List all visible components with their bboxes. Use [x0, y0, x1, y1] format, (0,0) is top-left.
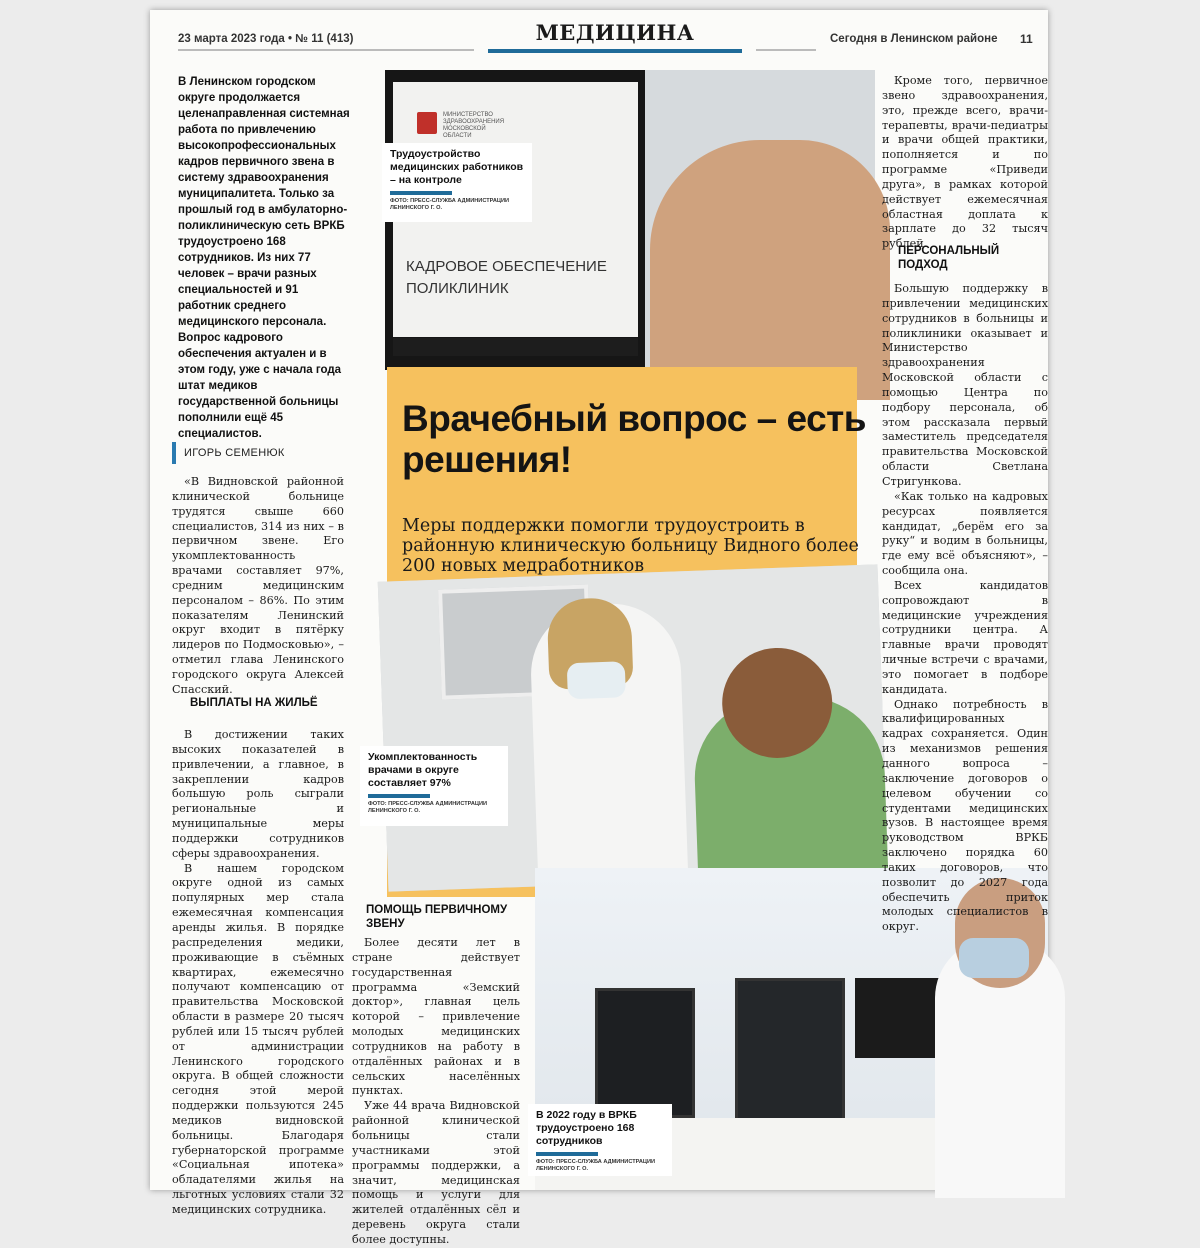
col3-intro: [882, 74, 1048, 252]
lead-paragraph: В Ленинском городском округе продолжается целенаправленная системная работа по привлечению высокопрофессиональных кадров первичного звена в систему здравоохранения муниципалитета. Только за прошлый год в амбулаторно-поликлиническую сеть ВРКБ трудоустроено 168 сотрудников. Из них 77 человек – врачи разных специальностей и 91 работник среднего медицинского персонала. Вопрос кадрового обеспечения актуален и в этом году, уже с начала года штат медиков государственной больницы пополнили ещё 45 специалистов.: [178, 76, 350, 440]
personal-paragraph-1: Большую поддержку в привлечении медицинских сотрудников в больницы и поликлиники оказывает и Министерство здравоохранения Московской области с помощью Центра по подбору персонала, об этом рассказала первый заместитель председателя правительства Московской области Светлана Стригункова.: [882, 282, 1048, 488]
section-title-bar: [488, 49, 742, 53]
caption-text: В 2022 году в ВРКБ трудоустроено 168 сотрудников: [536, 1109, 637, 1147]
primary-care-text: [352, 936, 520, 1248]
primary-care-paragraph-1: Более десяти лет в стране действует государственная программа «Земский доктор», главная цель которой – привлечение молодых медицинских сотрудников на работу в отдалённых районах и в сельских населённых пунктах.: [352, 936, 520, 1098]
headline: Врачебный вопрос – есть решения!: [402, 398, 867, 480]
caption-bar: [390, 191, 452, 195]
face-mask: [567, 661, 626, 699]
header-rule-left: [178, 49, 474, 51]
caption-text: Укомплектованность врачами в округе составляет 97%: [368, 751, 478, 789]
caption-bar: [368, 794, 430, 798]
subheading-housing: ВЫПЛАТЫ НА ЖИЛЬЁ: [190, 697, 318, 709]
header-rule-right: [756, 49, 816, 51]
photo-credit: ФОТО: ПРЕСС-СЛУЖБА АДМИНИСТРАЦИИ ЛЕНИНСКОГО Г. О.: [368, 801, 488, 814]
intro-paragraph: «В Видновской районной клинической больнице трудятся свыше 660 специалистов, 314 из них – в первичном звене. Его укомплектованность врачами составляет 97%, средним медицинским персоналом – 86%. По этим показателям Ленинский округ входит в пятёрку лидеров по Подмосковью», – отметил глава Ленинского городского округа Алексей Спасский.: [172, 475, 344, 696]
housing-text: [172, 728, 344, 1218]
caption-text: Трудоустройство медицинских работников – на контроле: [390, 148, 524, 186]
housing-paragraph-1: В достижении таких высоких показателей в привлечении, а главное, в закреплении кадров большую роль сыграли региональные и муниципальные меры поддержки сотрудников сферы здравоохранения.: [172, 728, 344, 860]
author-byline: ИГОРЬ СЕМЕНЮК: [172, 442, 352, 464]
personal-text: [882, 282, 1048, 935]
doctor-eye-exam-photo: [378, 564, 889, 891]
subheading-primary-care: ПОМОЩЬ ПЕРВИЧНОМУ ЗВЕНУ: [366, 904, 508, 930]
issue-date: 23 марта 2023 года • № 11 (413): [178, 33, 354, 45]
screen-taskbar: [393, 338, 638, 356]
photo3-caption: [528, 1104, 672, 1176]
screen-slide-title: КАДРОВОЕ ОБЕСПЕЧЕНИЕ ПОЛИКЛИНИК: [406, 258, 607, 297]
subheading-personal: ПЕРСОНАЛЬНЫЙ ПОДХОД: [898, 245, 1000, 271]
ministry-emblem-icon: [417, 112, 437, 134]
section-title: МЕДИЦИНА: [535, 20, 695, 45]
photo2-caption: [360, 746, 508, 826]
computer-monitor: [595, 988, 695, 1118]
page-header: [150, 18, 1048, 62]
computer-monitor: [735, 978, 845, 1138]
screen-org-name: МИНИСТЕРСТВО ЗДРАВООХРАНЕНИЯ МОСКОВСКОЙ ОБЛАСТИ: [443, 112, 505, 139]
face-mask: [959, 938, 1029, 978]
personal-paragraph-2: «Как только на кадровых ресурсах появляется кандидат, „берём его за руку“ и водим в больницы, где ему всё объясняют», – сообщила она.: [882, 489, 1048, 578]
personal-paragraph-3: Всех кандидатов сопровождают в медицинские учреждения сотрудники центра. А главные врачи проводят личные встречи с врачами, это помогает в подборе кандидата.: [882, 578, 1048, 696]
person-shoulder: [650, 140, 890, 400]
newspaper-name: Сегодня в Ленинском районе: [830, 33, 998, 45]
intro-quote: [172, 475, 344, 698]
page-number: 11: [1020, 32, 1033, 46]
photo-credit: ФОТО: ПРЕСС-СЛУЖБА АДМИНИСТРАЦИИ ЛЕНИНСКОГО Г. О.: [390, 198, 510, 211]
photo-credit: ФОТО: ПРЕСС-СЛУЖБА АДМИНИСТРАЦИИ ЛЕНИНСКОГО Г. О.: [536, 1159, 656, 1172]
housing-paragraph-2: В нашем городском округе одной из самых популярных мер стала ежемесячная компенсация аренды жилья. В порядке распределения медики, проживающие в съёмных квартирах, ежемесячно получают компенсацию от правительства Московской области в размере 20 тысяч рублей или 15 тысяч рублей от администрации Ленинского городского округа. В общей сложности сегодня этой мерой поддержки пользуются 245 медиков видновской больницы. Благодаря губернаторской программе «Социальная ипотека» обладателями жилья на льготных условиях стали 32 медицинских сотрудника.: [172, 861, 344, 1216]
caption-bar: [536, 1152, 598, 1156]
col3-paragraph: Кроме того, первичное звено здравоохранения, это, прежде всего, врачи-терапевты, врачи-педиатры и врачи общей практики, пополняется и по программе «Приведи друга», в рамках которой действует ежемесячная областная доплата к зарплате до 32 тысяч рублей.: [882, 74, 1048, 251]
primary-care-paragraph-2: Уже 44 врача Видновской районной клинической больницы стали участниками этой программы поддержки, а значит, медицинская помощь и услуги для жителей отдалённых сёл и деревень округа стали более доступны.: [352, 1099, 520, 1246]
subheadline: Меры поддержки помогли трудоустроить в районную клиническую больницу Видного более 200 новых медработников: [402, 516, 859, 576]
personal-paragraph-4: Однако потребность в квалифицированных кадрах сохраняется. Один из механизмов решения данного вопроса – заключение договоров о целевом обучении со студентами медицинских вузов. В настоящее время руководством ВРКБ заключено порядка 60 таких договоров, что позволит до 2027 года обеспечить приток молодых специалистов в округ.: [882, 697, 1048, 934]
newspaper-page: [150, 10, 1048, 1246]
hero-photo-caption: [382, 143, 532, 222]
